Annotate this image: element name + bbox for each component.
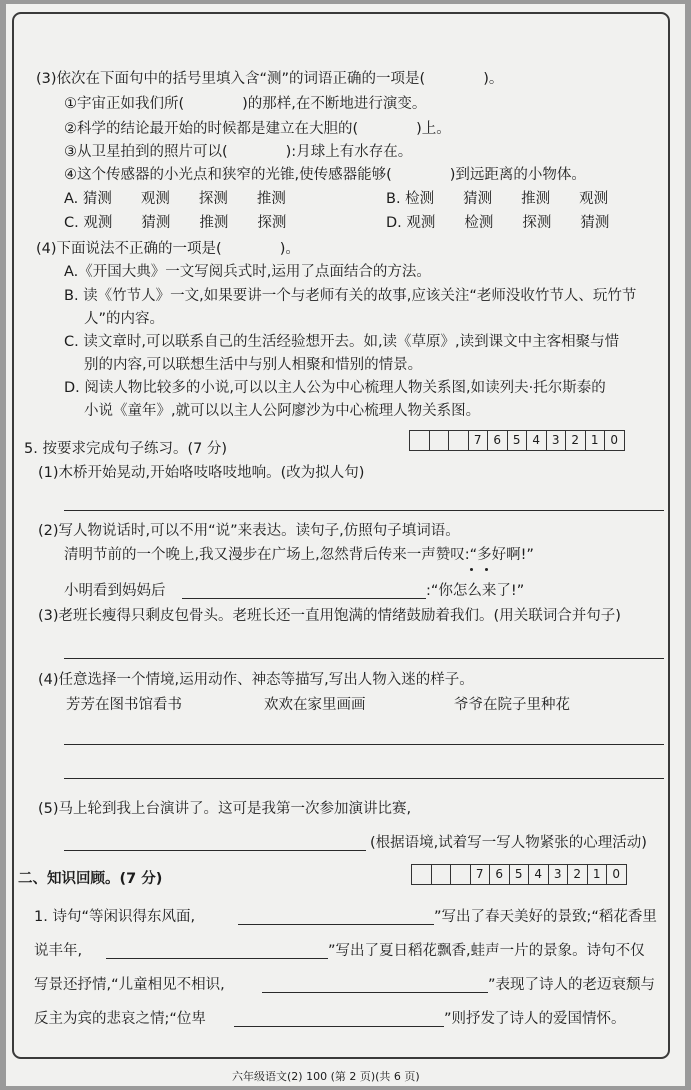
- score-box: 3: [546, 430, 567, 451]
- score-box: 7: [470, 864, 491, 885]
- score-box: 6: [489, 864, 510, 885]
- q5-part2-example: 清明节前的一个晚上,我又漫步在广场上,忽然背后传来一声赞叹:“多好啊!”: [64, 547, 534, 563]
- q4-option-c-line1: C. 读文章时,可以联系自己的生活经验想开去。如,读《草原》,读到课文中主客相聚与惜: [64, 334, 620, 350]
- q4-stem: (4)下面说法不正确的一项是( )。: [36, 241, 300, 257]
- answer-line[interactable]: [64, 510, 664, 511]
- exam-sheet: [6, 4, 685, 1086]
- emphasis-dot: [470, 568, 473, 571]
- emphasis-dot: [485, 568, 488, 571]
- score-boxes-q5: [410, 430, 625, 451]
- q5-part4: (4)任意选择一个情境,运用动作、神态等描写,写出人物入迷的样子。: [38, 672, 474, 688]
- score-box: 2: [567, 864, 588, 885]
- score-box: 0: [604, 430, 625, 451]
- q3-option-b: B. 检测 猜测 推测 观测: [386, 191, 609, 207]
- fill-blank[interactable]: [238, 924, 434, 925]
- score-box: 1: [585, 430, 606, 451]
- q3-stem: (3)依次在下面句中的括号里填入含“测”的词语正确的一项是( )。: [36, 71, 504, 87]
- q4-option-d-line2: 小说《童年》,就可以以主人公阿廖沙为中心梳理人物关系图。: [84, 403, 481, 419]
- score-box: [409, 430, 430, 451]
- part2-line2-a: 说丰年,: [34, 943, 83, 959]
- q4-option-a: A.《开国大典》一文写阅兵式时,运用了点面结合的方法。: [64, 264, 431, 280]
- q4-option-b-line2: 人”的内容。: [84, 311, 165, 327]
- answer-line[interactable]: [64, 658, 664, 659]
- q4-option-b-line1: B. 读《竹节人》一文,如果要讲一个与老师有关的故事,应该关注“老师没收竹节人、玩竹节: [64, 288, 637, 304]
- answer-line[interactable]: [64, 778, 664, 779]
- q5-part2-fill-suffix: :“你怎么来了!”: [426, 583, 525, 599]
- part2-line4-a: 反主为宾的悲哀之情;“位卑: [34, 1011, 206, 1027]
- score-box: 1: [587, 864, 608, 885]
- part2-line2-b: ”写出了夏日稻花飘香,蛙声一片的景象。诗句不仅: [328, 943, 645, 959]
- part2-line3-b: ”表现了诗人的老迈衰颓与: [488, 977, 656, 993]
- score-box: 5: [509, 864, 530, 885]
- fill-blank[interactable]: [262, 992, 488, 993]
- part2-line3-a: 写景还抒情,“儿童相见不相识,: [34, 977, 225, 993]
- score-boxes-part2: [412, 864, 627, 885]
- q4-option-d-line1: D. 阅读人物比较多的小说,可以以主人公为中心梳理人物关系图,如读列夫·托尔斯泰的: [64, 380, 606, 396]
- page-footer: 六年级语文(2) 100 (第 2 页)(共 6 页): [232, 1070, 420, 1083]
- score-box: [429, 430, 450, 451]
- q5-part4-option-3: 爷爷在院子里种花: [454, 697, 570, 713]
- q3-sentence-1: ①宇宙正如我们所( )的那样,在不断地进行演变。: [64, 96, 427, 112]
- part2-line1-b: ”写出了春天美好的景致;“稻花香里: [434, 909, 657, 925]
- part2-line1-a: 1. 诗句“等闲识得东风面,: [34, 909, 196, 925]
- score-box: 2: [565, 430, 586, 451]
- score-box: 4: [528, 864, 549, 885]
- fill-blank[interactable]: [106, 958, 328, 959]
- score-box: 0: [606, 864, 627, 885]
- part2-line4-b: ”则抒发了诗人的爱国情怀。: [444, 1011, 626, 1027]
- q3-sentence-4: ④这个传感器的小光点和狭窄的光锥,使传感器能够( )到远距离的小物体。: [64, 167, 586, 183]
- q5-part1: (1)木桥开始晃动,开始咯吱咯吱地响。(改为拟人句): [38, 465, 365, 481]
- q3-option-a: A. 猜测 观测 探测 推测: [64, 191, 286, 207]
- answer-line[interactable]: [64, 744, 664, 745]
- q5-title: 5. 按要求完成句子练习。(7 分): [24, 441, 228, 457]
- part2-title: 二、知识回顾。(7 分): [18, 871, 163, 887]
- q5-part4-option-1: 芳芳在图书馆看书: [66, 697, 182, 713]
- q5-part5: (5)马上轮到我上台演讲了。这可是我第一次参加演讲比赛,: [38, 801, 412, 817]
- q3-sentence-2: ②科学的结论最开始的时候都是建立在大胆的( )上。: [64, 121, 451, 137]
- q3-option-d: D. 观测 检测 探测 猜测: [386, 215, 610, 231]
- fill-blank[interactable]: [234, 1026, 444, 1027]
- q3-sentence-3: ③从卫星拍到的照片可以( ):月球上有水存在。: [64, 144, 413, 160]
- score-box: [448, 430, 469, 451]
- score-box: [411, 864, 432, 885]
- q5-part5-note: (根据语境,试着写一写人物紧张的心理活动): [370, 835, 647, 851]
- q4-option-c-line2: 别的内容,可以联想生活中与别人相聚和惜别的情景。: [84, 357, 423, 373]
- fill-blank[interactable]: [182, 598, 426, 599]
- q5-part3: (3)老班长瘦得只剩皮包骨头。老班长还一直用饱满的情绪鼓励着我们。(用关联词合并句子): [38, 608, 621, 624]
- score-box: 3: [548, 864, 569, 885]
- score-box: 6: [487, 430, 508, 451]
- fill-blank[interactable]: [64, 850, 366, 851]
- q5-part4-option-2: 欢欢在家里画画: [264, 697, 366, 713]
- q3-option-c: C. 观测 猜测 推测 探测: [64, 215, 287, 231]
- q5-part2-fill-prefix: 小明看到妈妈后: [64, 583, 166, 599]
- score-box: 4: [526, 430, 547, 451]
- score-box: [450, 864, 471, 885]
- q5-part2: (2)写人物说话时,可以不用“说”来表达。读句子,仿照句子填词语。: [38, 523, 460, 539]
- score-box: 5: [507, 430, 528, 451]
- score-box: [431, 864, 452, 885]
- score-box: 7: [468, 430, 489, 451]
